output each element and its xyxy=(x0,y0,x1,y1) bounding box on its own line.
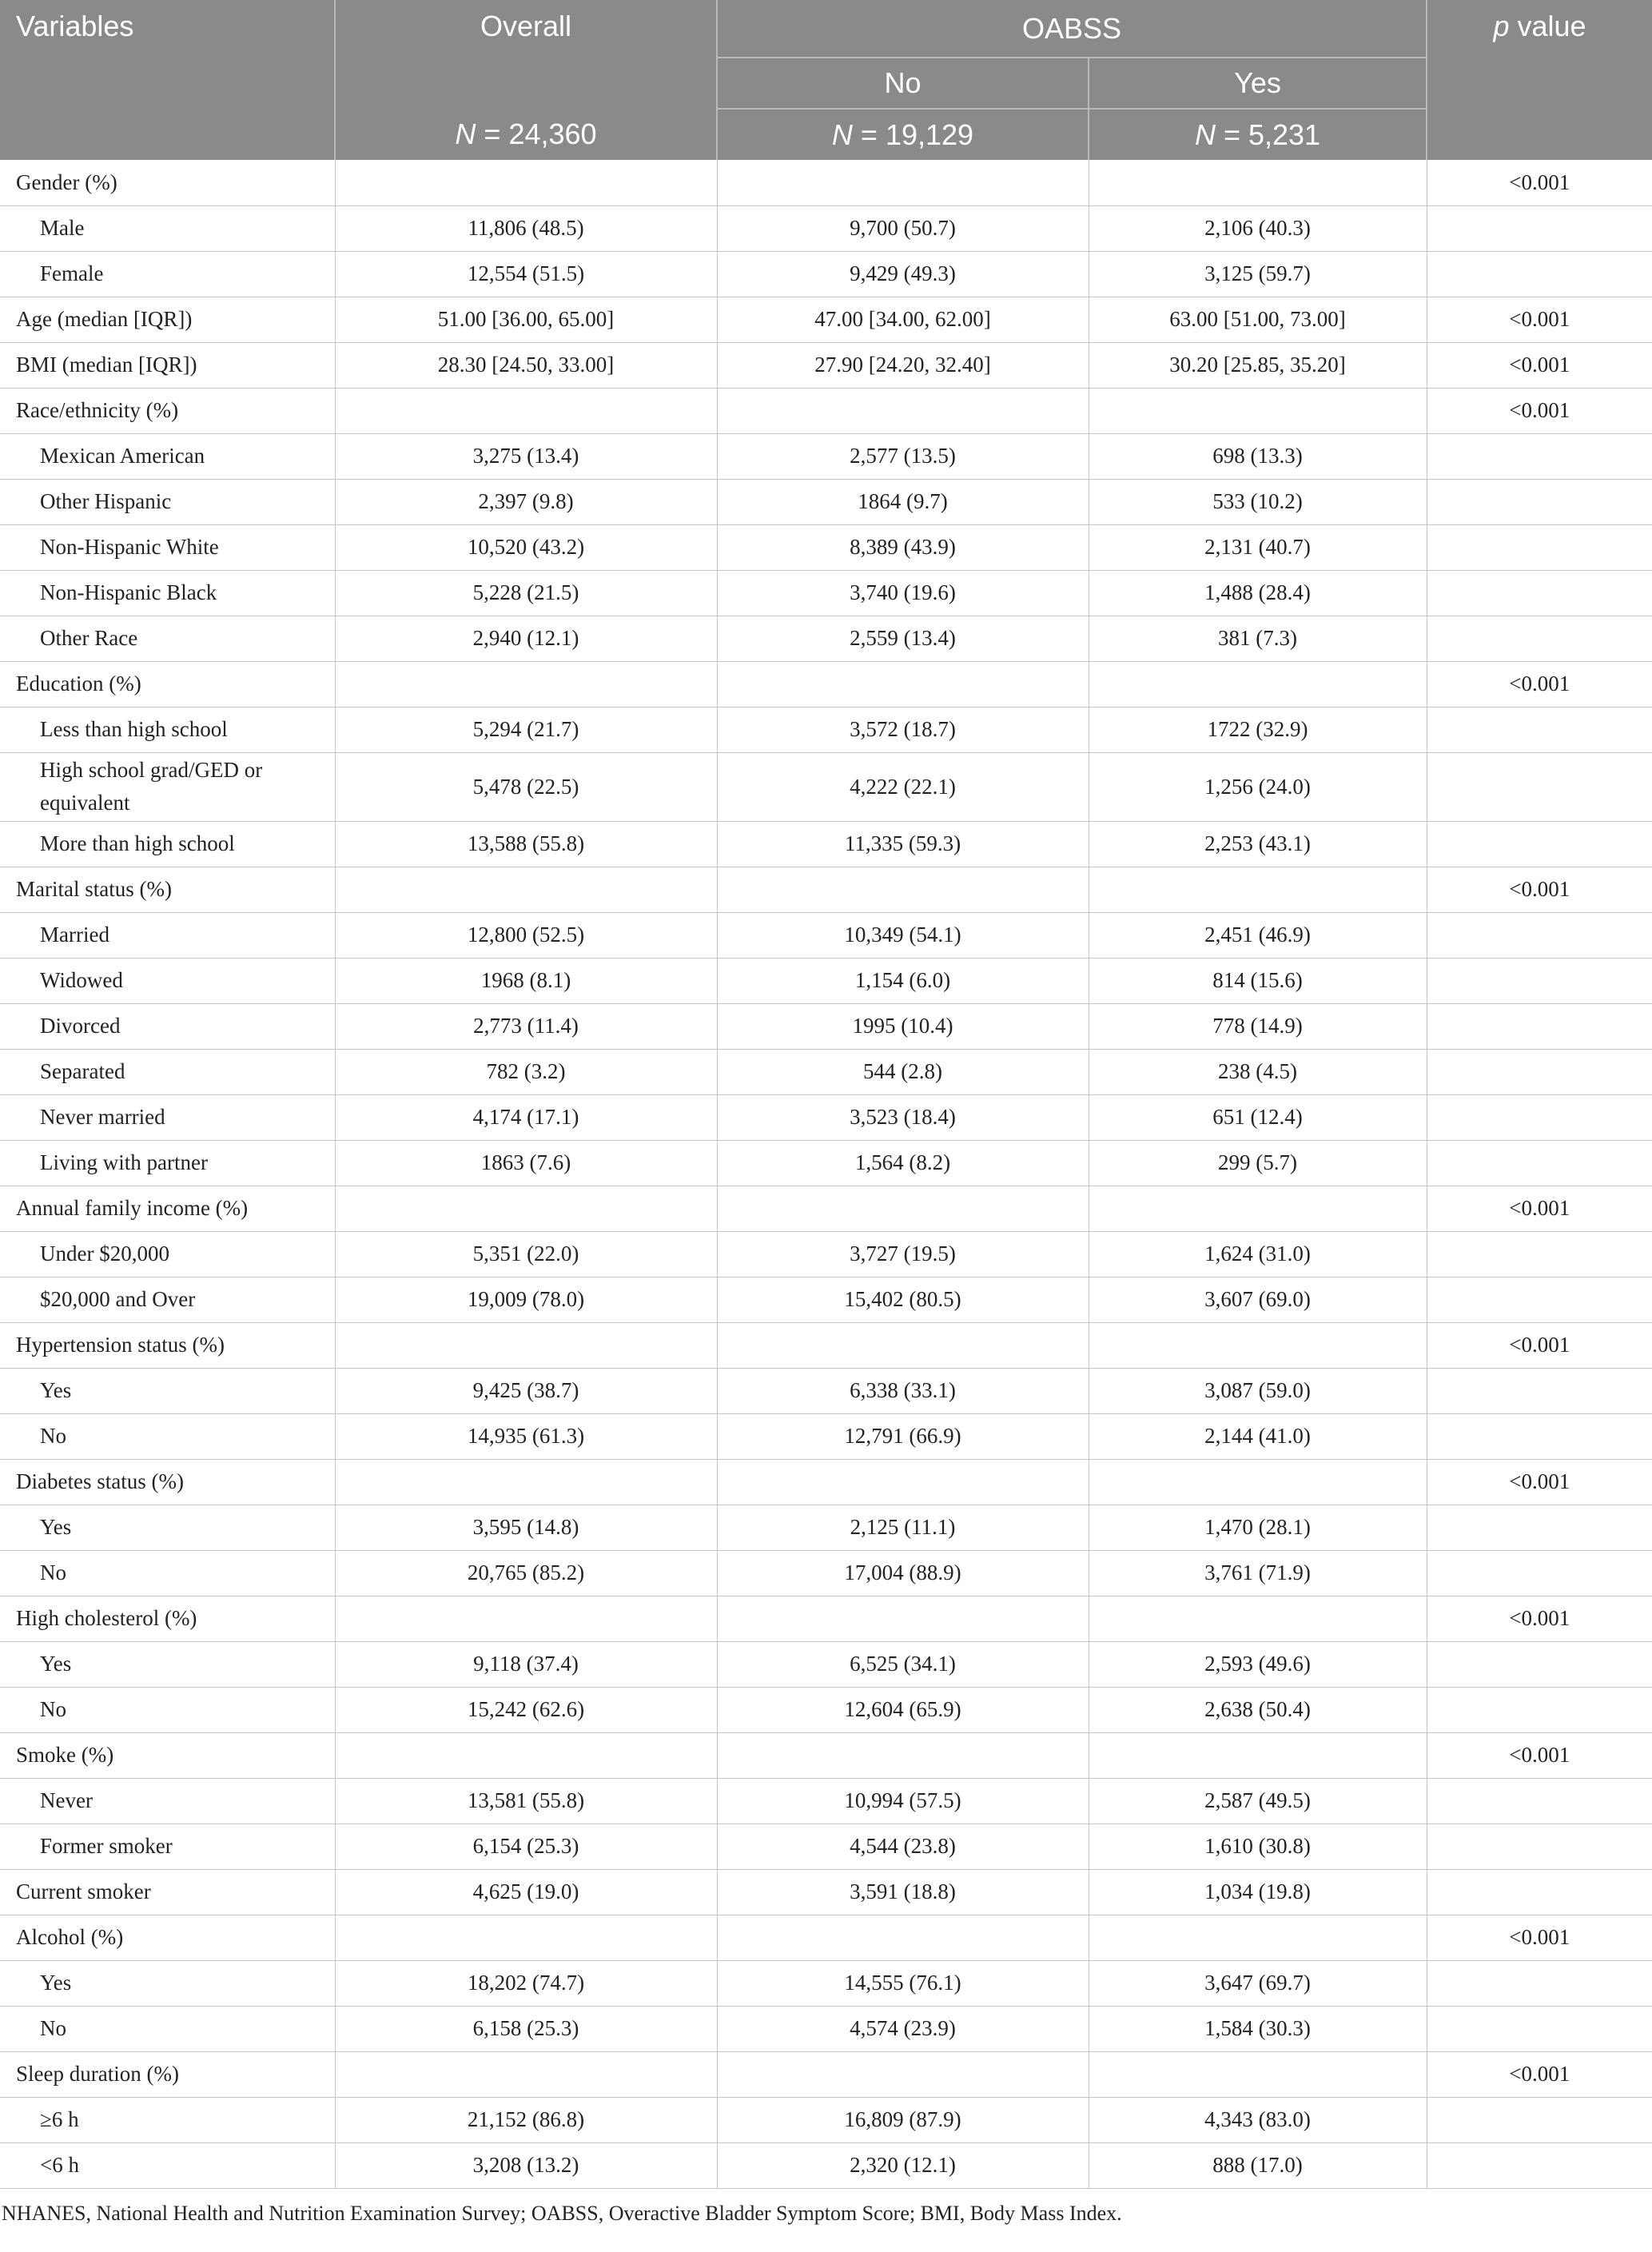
cell-p-value xyxy=(1427,752,1652,821)
cell-p-value xyxy=(1427,912,1652,958)
row-label: Non-Hispanic White xyxy=(0,524,335,570)
cell-overall: 11,806 (48.5) xyxy=(335,205,717,251)
cell-p-value xyxy=(1427,251,1652,297)
cell-p-value: <0.001 xyxy=(1427,160,1652,205)
cell-oabss-no: 12,604 (65.9) xyxy=(717,1687,1089,1732)
cell-p-value: <0.001 xyxy=(1427,1915,1652,1960)
cell-oabss-no: 47.00 [34.00, 62.00] xyxy=(717,297,1089,342)
row-label: Widowed xyxy=(0,958,335,1003)
cell-overall: 2,773 (11.4) xyxy=(335,1003,717,1049)
cell-overall: 2,397 (9.8) xyxy=(335,479,717,524)
table-row xyxy=(0,342,1652,388)
cell-p-value xyxy=(1427,1687,1652,1732)
row-label: Smoke (%) xyxy=(0,1732,335,1778)
row-label: Yes xyxy=(0,1641,335,1687)
cell-p-value xyxy=(1427,1550,1652,1596)
cell-overall xyxy=(335,1732,717,1778)
row-label: Yes xyxy=(0,1368,335,1413)
cell-oabss-yes: 778 (14.9) xyxy=(1089,1003,1427,1049)
row-label: Annual family income (%) xyxy=(0,1186,335,1231)
cell-overall xyxy=(335,1596,717,1641)
n-value: = 19,129 xyxy=(852,118,974,151)
cell-p-value: <0.001 xyxy=(1427,1322,1652,1368)
table-row xyxy=(0,479,1652,524)
table-row xyxy=(0,752,1652,821)
cell-overall: 12,800 (52.5) xyxy=(335,912,717,958)
cell-p-value xyxy=(1427,958,1652,1003)
cell-oabss-no: 6,338 (33.1) xyxy=(717,1368,1089,1413)
cell-overall xyxy=(335,1459,717,1505)
table-row xyxy=(0,1094,1652,1140)
table-row xyxy=(0,1413,1652,1459)
row-label: Never xyxy=(0,1778,335,1824)
row-label: ≥6 h xyxy=(0,2097,335,2142)
table-row xyxy=(0,1003,1652,1049)
cell-oabss-no xyxy=(717,1186,1089,1231)
cell-oabss-yes xyxy=(1089,1915,1427,1960)
cell-oabss-yes: 1,624 (31.0) xyxy=(1089,1231,1427,1277)
row-label: Former smoker xyxy=(0,1824,335,1869)
table-footnote: NHANES, National Health and Nutrition Examination Survey; OABSS, Overactive Bladder Symptom Score; BMI, Body Mass Index. xyxy=(2,2201,1122,2225)
cell-oabss-yes: 3,761 (71.9) xyxy=(1089,1550,1427,1596)
cell-overall: 9,425 (38.7) xyxy=(335,1368,717,1413)
table-row xyxy=(0,205,1652,251)
row-label: Education (%) xyxy=(0,661,335,707)
cell-oabss-yes: 1,488 (28.4) xyxy=(1089,570,1427,616)
cell-p-value xyxy=(1427,2142,1652,2188)
cell-oabss-no xyxy=(717,867,1089,912)
table-row xyxy=(0,1732,1652,1778)
cell-overall: 28.30 [24.50, 33.00] xyxy=(335,342,717,388)
cell-p-value xyxy=(1427,821,1652,867)
cell-oabss-no: 11,335 (59.3) xyxy=(717,821,1089,867)
cell-oabss-yes: 3,647 (69.7) xyxy=(1089,1960,1427,2006)
cell-oabss-yes: 814 (15.6) xyxy=(1089,958,1427,1003)
cell-overall: 9,118 (37.4) xyxy=(335,1641,717,1687)
cell-oabss-no: 3,591 (18.8) xyxy=(717,1869,1089,1915)
row-label: Sleep duration (%) xyxy=(0,2051,335,2097)
n-value: = 24,360 xyxy=(476,118,597,150)
table-row xyxy=(0,1186,1652,1231)
cell-p-value xyxy=(1427,1869,1652,1915)
row-label: Other Hispanic xyxy=(0,479,335,524)
row-label: Non-Hispanic Black xyxy=(0,570,335,616)
cell-overall xyxy=(335,388,717,433)
cell-p-value xyxy=(1427,1140,1652,1186)
cell-overall xyxy=(335,1915,717,1960)
cell-oabss-yes: 4,343 (83.0) xyxy=(1089,2097,1427,2142)
row-label: No xyxy=(0,1550,335,1596)
table-row xyxy=(0,1231,1652,1277)
cell-oabss-yes: 3,125 (59.7) xyxy=(1089,251,1427,297)
cell-oabss-yes: 1,034 (19.8) xyxy=(1089,1869,1427,1915)
cell-oabss-no: 8,389 (43.9) xyxy=(717,524,1089,570)
table-header xyxy=(0,0,1652,160)
table-row xyxy=(0,1915,1652,1960)
header-n-yes xyxy=(1089,109,1427,160)
row-label: Divorced xyxy=(0,1003,335,1049)
cell-p-value xyxy=(1427,1094,1652,1140)
cell-overall xyxy=(335,867,717,912)
row-label: Yes xyxy=(0,1960,335,2006)
header-overall: Overall xyxy=(335,0,717,109)
cell-p-value xyxy=(1427,2006,1652,2051)
cell-oabss-yes xyxy=(1089,867,1427,912)
header-yes: Yes xyxy=(1089,58,1427,109)
row-label: Married xyxy=(0,912,335,958)
cell-oabss-yes xyxy=(1089,1732,1427,1778)
cell-oabss-yes xyxy=(1089,1596,1427,1641)
table-row xyxy=(0,160,1652,205)
row-label: Current smoker xyxy=(0,1869,335,1915)
cell-oabss-no: 1,154 (6.0) xyxy=(717,958,1089,1003)
cell-oabss-yes: 888 (17.0) xyxy=(1089,2142,1427,2188)
header-p-value xyxy=(1427,0,1652,160)
cell-oabss-yes: 1,610 (30.8) xyxy=(1089,1824,1427,1869)
cell-oabss-no xyxy=(717,1732,1089,1778)
n-label: N xyxy=(1194,118,1216,151)
cell-oabss-yes: 2,451 (46.9) xyxy=(1089,912,1427,958)
cell-oabss-no: 2,125 (11.1) xyxy=(717,1505,1089,1550)
table-row xyxy=(0,433,1652,479)
row-label: Hypertension status (%) xyxy=(0,1322,335,1368)
cell-overall: 6,154 (25.3) xyxy=(335,1824,717,1869)
cell-oabss-yes: 63.00 [51.00, 73.00] xyxy=(1089,297,1427,342)
row-label: Yes xyxy=(0,1505,335,1550)
table-row xyxy=(0,1960,1652,2006)
cell-oabss-no: 9,700 (50.7) xyxy=(717,205,1089,251)
cell-p-value xyxy=(1427,2097,1652,2142)
cell-oabss-yes xyxy=(1089,661,1427,707)
table-row xyxy=(0,821,1652,867)
cell-overall: 1968 (8.1) xyxy=(335,958,717,1003)
row-label: Female xyxy=(0,251,335,297)
cell-oabss-no: 4,574 (23.9) xyxy=(717,2006,1089,2051)
cell-p-value xyxy=(1427,1049,1652,1094)
header-variables: Variables xyxy=(0,0,335,160)
cell-oabss-no: 2,320 (12.1) xyxy=(717,2142,1089,2188)
row-label: High school grad/GED or equivalent xyxy=(0,752,335,821)
row-label: Other Race xyxy=(0,616,335,661)
cell-oabss-yes: 381 (7.3) xyxy=(1089,616,1427,661)
table-row xyxy=(0,707,1652,752)
row-label: No xyxy=(0,1687,335,1732)
cell-oabss-no: 2,559 (13.4) xyxy=(717,616,1089,661)
cell-oabss-no: 9,429 (49.3) xyxy=(717,251,1089,297)
cell-oabss-yes: 2,587 (49.5) xyxy=(1089,1778,1427,1824)
cell-oabss-yes xyxy=(1089,388,1427,433)
cell-overall: 3,595 (14.8) xyxy=(335,1505,717,1550)
cell-oabss-no: 4,222 (22.1) xyxy=(717,752,1089,821)
row-label: Race/ethnicity (%) xyxy=(0,388,335,433)
n-label: N xyxy=(455,118,476,150)
cell-p-value xyxy=(1427,524,1652,570)
table-row xyxy=(0,1641,1652,1687)
header-n-no xyxy=(717,109,1089,160)
cell-p-value xyxy=(1427,1505,1652,1550)
cell-oabss-no: 12,791 (66.9) xyxy=(717,1413,1089,1459)
cell-oabss-no xyxy=(717,1322,1089,1368)
cell-oabss-yes xyxy=(1089,1186,1427,1231)
cell-oabss-no xyxy=(717,160,1089,205)
row-label: No xyxy=(0,2006,335,2051)
cell-overall: 14,935 (61.3) xyxy=(335,1413,717,1459)
table-row xyxy=(0,1140,1652,1186)
cell-oabss-no xyxy=(717,1459,1089,1505)
cell-p-value: <0.001 xyxy=(1427,1596,1652,1641)
cell-overall: 3,208 (13.2) xyxy=(335,2142,717,2188)
cell-oabss-no: 6,525 (34.1) xyxy=(717,1641,1089,1687)
cell-overall: 6,158 (25.3) xyxy=(335,2006,717,2051)
cell-oabss-no xyxy=(717,1596,1089,1641)
row-label: Gender (%) xyxy=(0,160,335,205)
row-label: Alcohol (%) xyxy=(0,1915,335,1960)
row-label: No xyxy=(0,1413,335,1459)
cell-overall: 3,275 (13.4) xyxy=(335,433,717,479)
table-row xyxy=(0,1049,1652,1094)
cell-p-value: <0.001 xyxy=(1427,388,1652,433)
cell-oabss-yes: 1,584 (30.3) xyxy=(1089,2006,1427,2051)
row-label: $20,000 and Over xyxy=(0,1277,335,1322)
row-label: Diabetes status (%) xyxy=(0,1459,335,1505)
n-value: = 5,231 xyxy=(1215,118,1321,151)
cell-overall: 782 (3.2) xyxy=(335,1049,717,1094)
cell-oabss-no: 3,572 (18.7) xyxy=(717,707,1089,752)
row-label: Separated xyxy=(0,1049,335,1094)
cell-p-value: <0.001 xyxy=(1427,2051,1652,2097)
cell-p-value xyxy=(1427,1778,1652,1824)
cell-oabss-no xyxy=(717,2051,1089,2097)
cell-oabss-yes: 2,593 (49.6) xyxy=(1089,1641,1427,1687)
cell-oabss-no: 10,994 (57.5) xyxy=(717,1778,1089,1824)
cell-oabss-no: 14,555 (76.1) xyxy=(717,1960,1089,2006)
cell-oabss-yes: 2,253 (43.1) xyxy=(1089,821,1427,867)
cell-p-value: <0.001 xyxy=(1427,1459,1652,1505)
cell-overall: 20,765 (85.2) xyxy=(335,1550,717,1596)
cell-oabss-no: 4,544 (23.8) xyxy=(717,1824,1089,1869)
table-row xyxy=(0,2142,1652,2188)
cell-oabss-no: 1,564 (8.2) xyxy=(717,1140,1089,1186)
cell-oabss-yes: 2,131 (40.7) xyxy=(1089,524,1427,570)
table-row xyxy=(0,867,1652,912)
cell-oabss-yes: 3,607 (69.0) xyxy=(1089,1277,1427,1322)
cell-overall: 4,625 (19.0) xyxy=(335,1869,717,1915)
cell-oabss-no: 27.90 [24.20, 32.40] xyxy=(717,342,1089,388)
table-row xyxy=(0,297,1652,342)
cell-overall: 5,294 (21.7) xyxy=(335,707,717,752)
cell-p-value xyxy=(1427,1231,1652,1277)
header-no: No xyxy=(717,58,1089,109)
cell-overall xyxy=(335,1186,717,1231)
table-row xyxy=(0,616,1652,661)
table-row xyxy=(0,1778,1652,1824)
header-p-rest: value xyxy=(1509,10,1586,42)
row-label: Living with partner xyxy=(0,1140,335,1186)
cell-p-value: <0.001 xyxy=(1427,1732,1652,1778)
cell-oabss-yes: 1722 (32.9) xyxy=(1089,707,1427,752)
cell-overall: 51.00 [36.00, 65.00] xyxy=(335,297,717,342)
table-row xyxy=(0,251,1652,297)
cell-p-value: <0.001 xyxy=(1427,342,1652,388)
cell-oabss-yes: 1,470 (28.1) xyxy=(1089,1505,1427,1550)
cell-oabss-yes: 651 (12.4) xyxy=(1089,1094,1427,1140)
cell-p-value xyxy=(1427,1368,1652,1413)
table-row xyxy=(0,1687,1652,1732)
cell-p-value: <0.001 xyxy=(1427,1186,1652,1231)
cell-overall: 5,351 (22.0) xyxy=(335,1231,717,1277)
cell-overall: 21,152 (86.8) xyxy=(335,2097,717,2142)
cell-oabss-no xyxy=(717,388,1089,433)
table-row xyxy=(0,1824,1652,1869)
cell-oabss-yes: 30.20 [25.85, 35.20] xyxy=(1089,342,1427,388)
cell-oabss-no: 17,004 (88.9) xyxy=(717,1550,1089,1596)
cell-oabss-no: 16,809 (87.9) xyxy=(717,2097,1089,2142)
header-oabss: OABSS xyxy=(717,0,1427,58)
cell-overall xyxy=(335,160,717,205)
table-row xyxy=(0,1869,1652,1915)
cell-oabss-yes xyxy=(1089,1322,1427,1368)
cell-oabss-no xyxy=(717,1915,1089,1960)
cell-p-value xyxy=(1427,479,1652,524)
cell-overall: 5,228 (21.5) xyxy=(335,570,717,616)
table-row xyxy=(0,1322,1652,1368)
cell-overall xyxy=(335,1322,717,1368)
cell-p-value xyxy=(1427,1641,1652,1687)
cell-overall: 15,242 (62.6) xyxy=(335,1687,717,1732)
table-row xyxy=(0,912,1652,958)
cell-p-value xyxy=(1427,1413,1652,1459)
cell-oabss-yes: 2,638 (50.4) xyxy=(1089,1687,1427,1732)
cell-oabss-no xyxy=(717,661,1089,707)
cell-p-value xyxy=(1427,1003,1652,1049)
table-row xyxy=(0,1368,1652,1413)
cell-overall: 12,554 (51.5) xyxy=(335,251,717,297)
cell-p-value xyxy=(1427,707,1652,752)
cell-oabss-yes: 1,256 (24.0) xyxy=(1089,752,1427,821)
cell-oabss-no: 3,727 (19.5) xyxy=(717,1231,1089,1277)
cell-overall: 13,588 (55.8) xyxy=(335,821,717,867)
cell-oabss-no: 1864 (9.7) xyxy=(717,479,1089,524)
cell-p-value xyxy=(1427,1824,1652,1869)
table-body xyxy=(0,160,1652,2188)
cell-oabss-yes: 238 (4.5) xyxy=(1089,1049,1427,1094)
table-row xyxy=(0,1277,1652,1322)
cell-oabss-no: 1995 (10.4) xyxy=(717,1003,1089,1049)
cell-oabss-no: 3,523 (18.4) xyxy=(717,1094,1089,1140)
cell-p-value xyxy=(1427,205,1652,251)
row-label: Less than high school xyxy=(0,707,335,752)
cell-overall: 4,174 (17.1) xyxy=(335,1094,717,1140)
cell-oabss-yes: 2,106 (40.3) xyxy=(1089,205,1427,251)
row-label: Marital status (%) xyxy=(0,867,335,912)
table-row xyxy=(0,1459,1652,1505)
cell-p-value: <0.001 xyxy=(1427,297,1652,342)
row-label: Age (median [IQR]) xyxy=(0,297,335,342)
cell-oabss-yes: 533 (10.2) xyxy=(1089,479,1427,524)
table-row xyxy=(0,1505,1652,1550)
cell-overall: 19,009 (78.0) xyxy=(335,1277,717,1322)
table-row xyxy=(0,661,1652,707)
table-row xyxy=(0,2006,1652,2051)
cell-overall: 10,520 (43.2) xyxy=(335,524,717,570)
cell-p-value xyxy=(1427,616,1652,661)
cell-oabss-yes xyxy=(1089,1459,1427,1505)
cell-oabss-yes: 3,087 (59.0) xyxy=(1089,1368,1427,1413)
row-label: Mexican American xyxy=(0,433,335,479)
cell-overall: 13,581 (55.8) xyxy=(335,1778,717,1824)
cell-oabss-yes: 698 (13.3) xyxy=(1089,433,1427,479)
cell-oabss-no: 544 (2.8) xyxy=(717,1049,1089,1094)
cell-overall: 2,940 (12.1) xyxy=(335,616,717,661)
cell-oabss-yes xyxy=(1089,160,1427,205)
table-row xyxy=(0,524,1652,570)
row-label: More than high school xyxy=(0,821,335,867)
row-label: Never married xyxy=(0,1094,335,1140)
cell-overall xyxy=(335,2051,717,2097)
cell-p-value xyxy=(1427,1277,1652,1322)
table-row xyxy=(0,958,1652,1003)
row-label: <6 h xyxy=(0,2142,335,2188)
cell-p-value xyxy=(1427,570,1652,616)
cell-oabss-no: 2,577 (13.5) xyxy=(717,433,1089,479)
cell-overall xyxy=(335,661,717,707)
row-label: Male xyxy=(0,205,335,251)
header-n-overall xyxy=(335,109,717,160)
cell-overall: 18,202 (74.7) xyxy=(335,1960,717,2006)
cell-overall: 1863 (7.6) xyxy=(335,1140,717,1186)
cell-oabss-yes xyxy=(1089,2051,1427,2097)
table-row xyxy=(0,388,1652,433)
table-row xyxy=(0,2097,1652,2142)
row-label: Under $20,000 xyxy=(0,1231,335,1277)
n-label: N xyxy=(831,118,853,151)
cell-p-value: <0.001 xyxy=(1427,661,1652,707)
cell-p-value: <0.001 xyxy=(1427,867,1652,912)
cell-oabss-no: 10,349 (54.1) xyxy=(717,912,1089,958)
cell-oabss-no: 15,402 (80.5) xyxy=(717,1277,1089,1322)
cell-p-value xyxy=(1427,433,1652,479)
table-row xyxy=(0,1550,1652,1596)
table-row xyxy=(0,570,1652,616)
cell-overall: 5,478 (22.5) xyxy=(335,752,717,821)
table-row xyxy=(0,2051,1652,2097)
cell-oabss-yes: 2,144 (41.0) xyxy=(1089,1413,1427,1459)
header-p-italic: p xyxy=(1493,10,1510,42)
table-row xyxy=(0,1596,1652,1641)
cell-oabss-yes: 299 (5.7) xyxy=(1089,1140,1427,1186)
cell-p-value xyxy=(1427,1960,1652,2006)
cell-oabss-no: 3,740 (19.6) xyxy=(717,570,1089,616)
row-label: BMI (median [IQR]) xyxy=(0,342,335,388)
row-label: High cholesterol (%) xyxy=(0,1596,335,1641)
